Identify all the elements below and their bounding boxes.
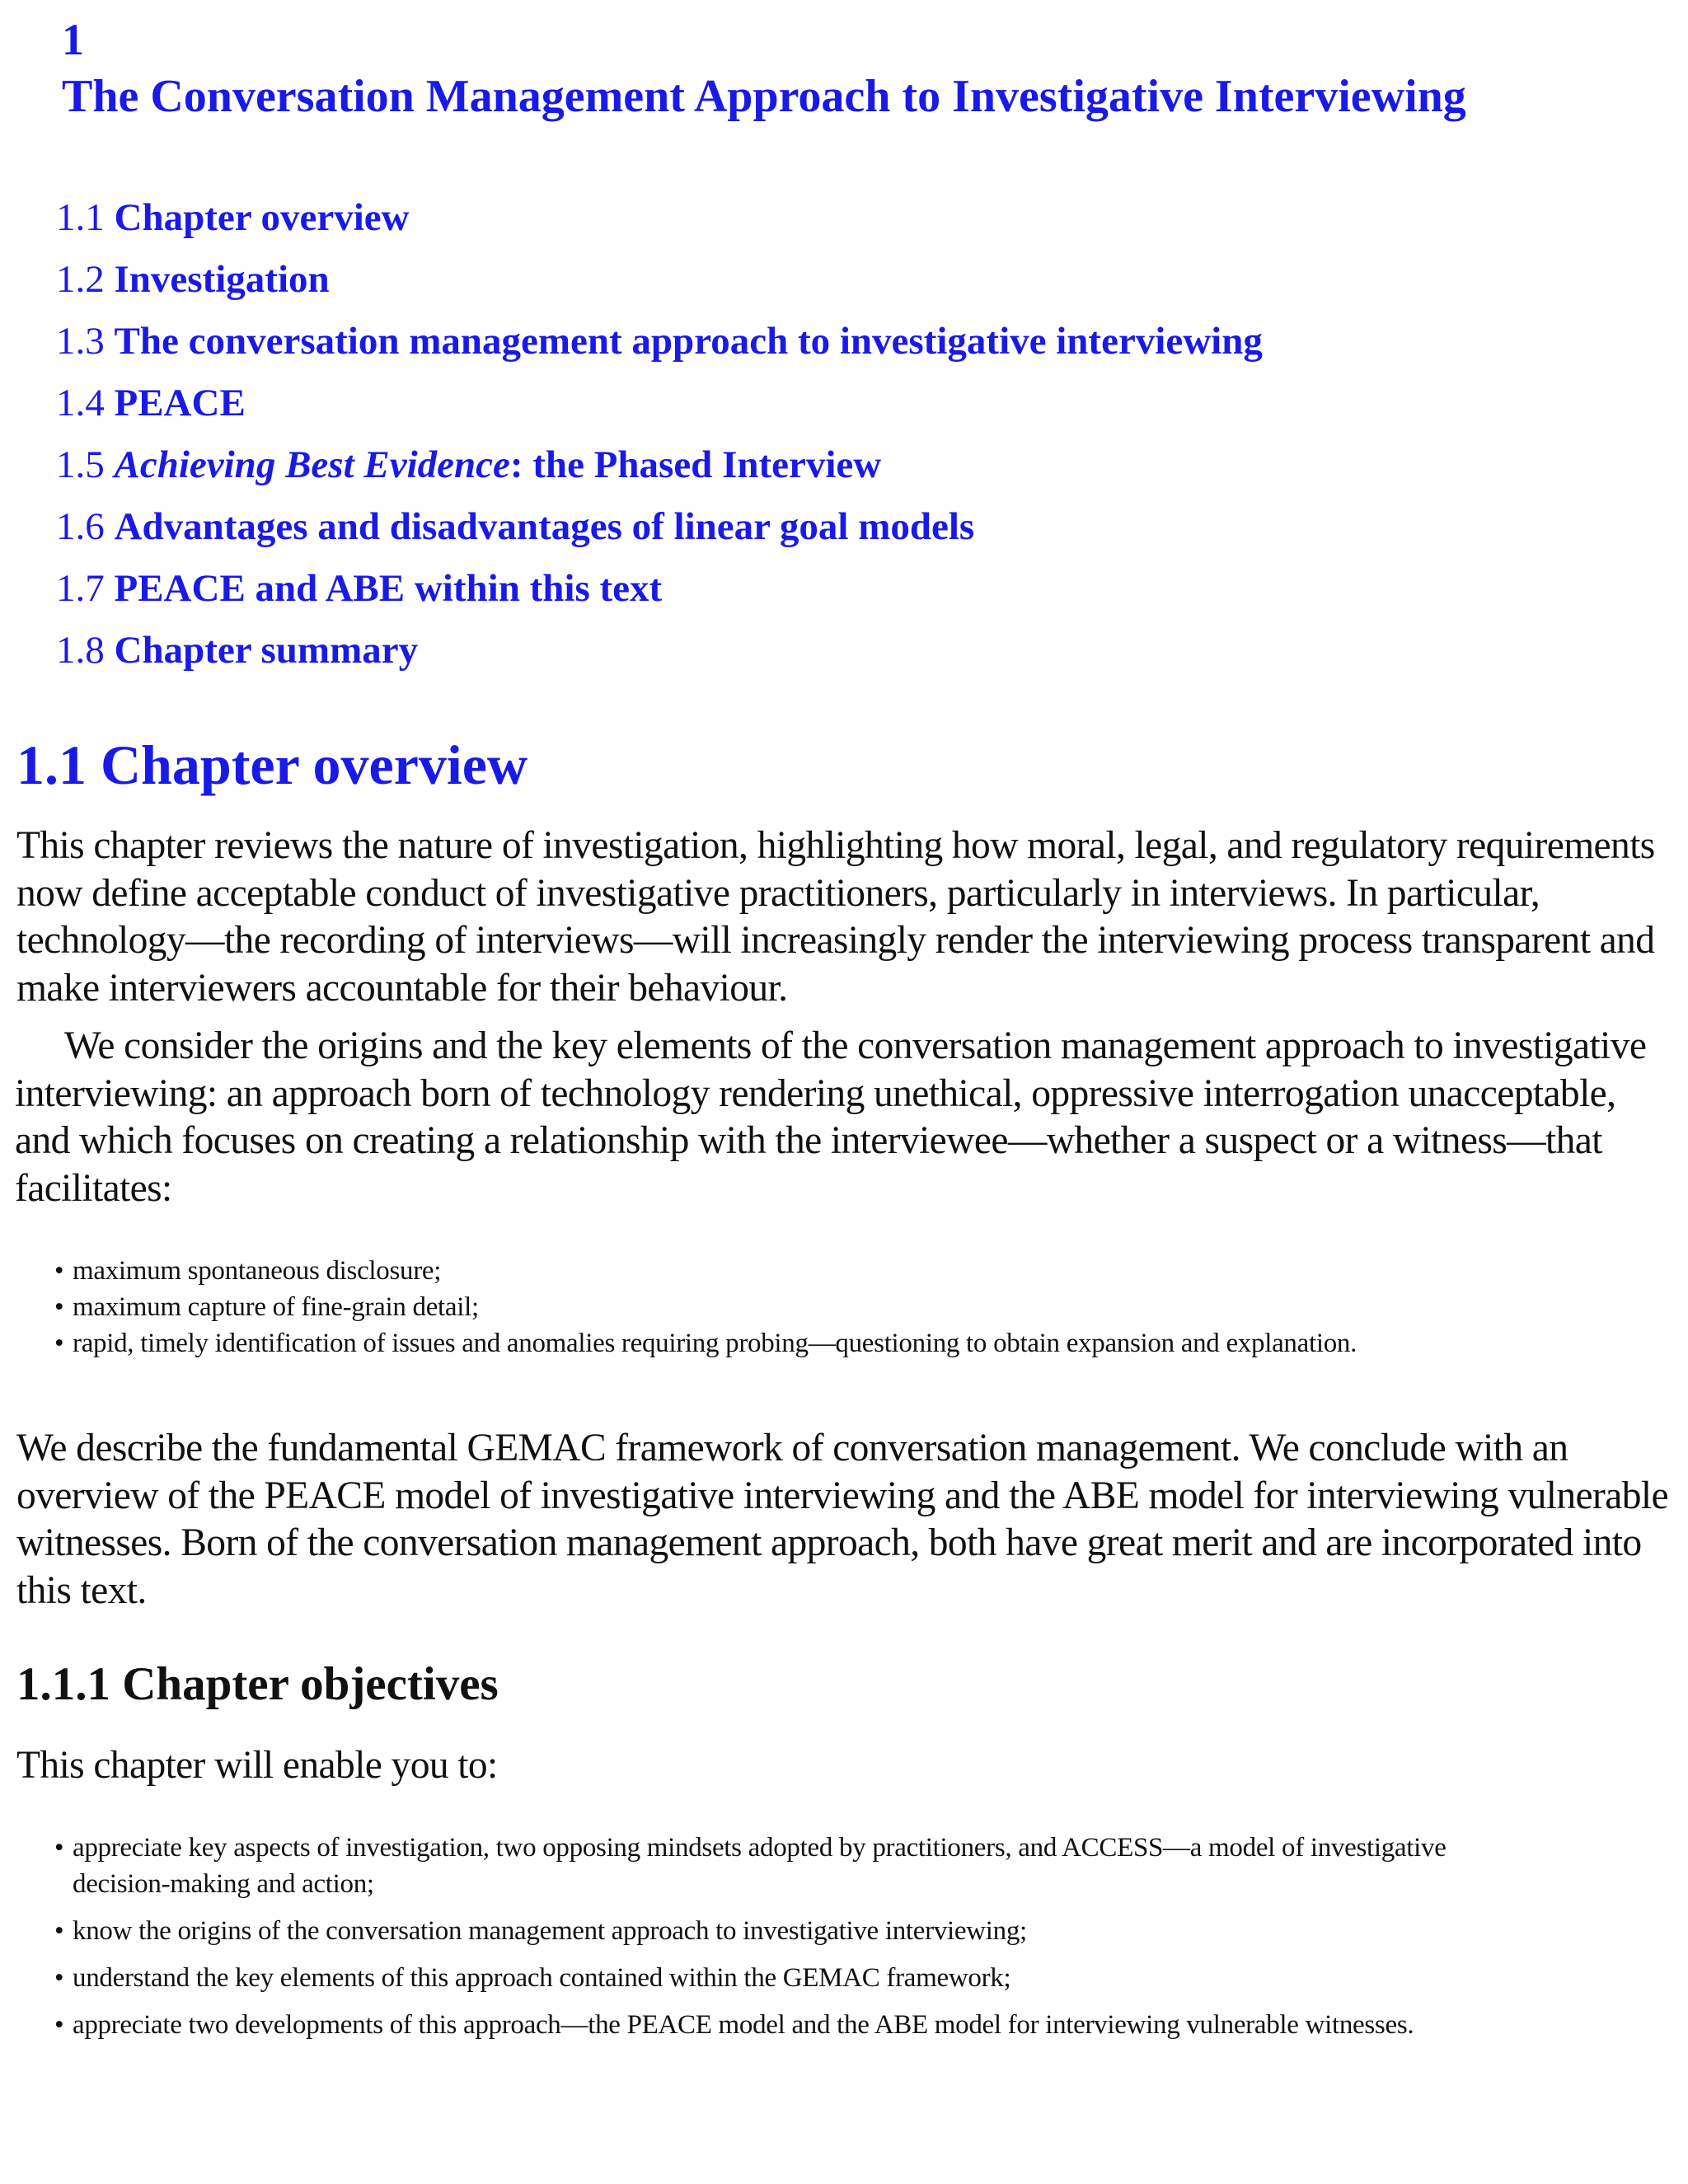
toc-title: Advantages and disadvantages of linear goal models [114,505,975,548]
toc-title: PEACE and ABE within this text [114,567,663,610]
toc-number: 1.6 [56,505,105,548]
list-item: • appreciate key aspects of investigation, two opposing mindsets adopted by practitioners, and ACCESS—a model of investigative decision-making and action; [54,1830,1489,1902]
toc-link-1-4[interactable] [56,375,1263,437]
toc-number: 1.3 [56,320,105,363]
toc-title-rest: : the Phased Interview [509,443,882,486]
list-item: • appreciate two developments of this approach—the PEACE model and the ABE model for interviewing vulnerable witnesses. [54,2007,1489,2043]
list-item: • maximum capture of fine-grain detail; [54,1289,1670,1325]
list-item: • rapid, timely identification of issues and anomalies requiring probing—questioning to obtain expansion and explanation. [54,1325,1670,1361]
facilitates-bullet-list [54,1253,1670,1361]
table-of-contents [56,190,1263,684]
overview-paragraph-2 [15,1023,1655,1212]
toc-link-1-5[interactable] [56,437,1263,499]
toc-title: Chapter summary [114,629,419,672]
toc-number: 1.5 [56,443,105,486]
toc-link-1-6[interactable] [56,499,1263,560]
toc-number: 1.7 [56,567,105,610]
chapter-number: 1 [62,15,84,64]
toc-link-1-7[interactable] [56,560,1263,622]
section-heading-chapter-objectives: 1.1.1 Chapter objectives [16,1658,499,1710]
objectives-bullet-list [54,1830,1489,2043]
list-item: • maximum spontaneous disclosure; [54,1253,1670,1289]
toc-title: The conversation management approach to investigative interviewing [114,320,1263,363]
chapter-title: The Conversation Management Approach to Investigative Interviewing [62,71,1466,122]
toc-title-italic: Achieving Best Evidence [114,443,510,486]
toc-number: 1.8 [56,629,105,672]
objectives-intro: This chapter will enable you to: [16,1744,498,1787]
toc-number: 1.1 [56,196,105,239]
toc-number: 1.4 [56,382,105,424]
toc-title: PEACE [114,382,246,424]
list-item: • know the origins of the conversation management approach to investigative interviewing; [54,1913,1489,1949]
list-item: • understand the key elements of this approach contained within the GEMAC framework; [54,1960,1489,1996]
toc-link-1-2[interactable] [56,251,1263,313]
overview-paragraph-2-text: We consider the origins and the key elements of the conversation management approach to investigative interviewing: an approach born of technology rendering unethical, oppressive interrogation unacceptable, and which focuses on creating a relationship with the interviewee—whether a suspect or a witness—that facilitates: [15,1024,1647,1210]
overview-paragraph-3: We describe the fundamental GEMAC framework of conversation management. We conclude with an overview of the PEACE model of investigative interviewing and the ABE model for interviewing vulnerable witnesses. Born of the conversation management approach, both have great merit and are incorporated into this text. [16,1427,1668,1612]
toc-title: Investigation [114,258,330,301]
toc-title: Chapter overview [114,196,410,239]
toc-number: 1.2 [56,258,105,301]
overview-paragraph-1: This chapter reviews the nature of investigation, highlighting how moral, legal, and regulatory requirements now define acceptable conduct of investigative practitioners, particularly in interviews. In particular, technology—the recording of interviews—will increasingly render the interviewing process transparent and make interviewers accountable for their behaviour. [16,824,1655,1010]
toc-link-1-8[interactable] [56,622,1263,684]
toc-link-1-3[interactable] [56,313,1263,375]
section-heading-chapter-overview: 1.1 Chapter overview [16,733,528,796]
toc-link-1-1[interactable] [56,190,1263,251]
